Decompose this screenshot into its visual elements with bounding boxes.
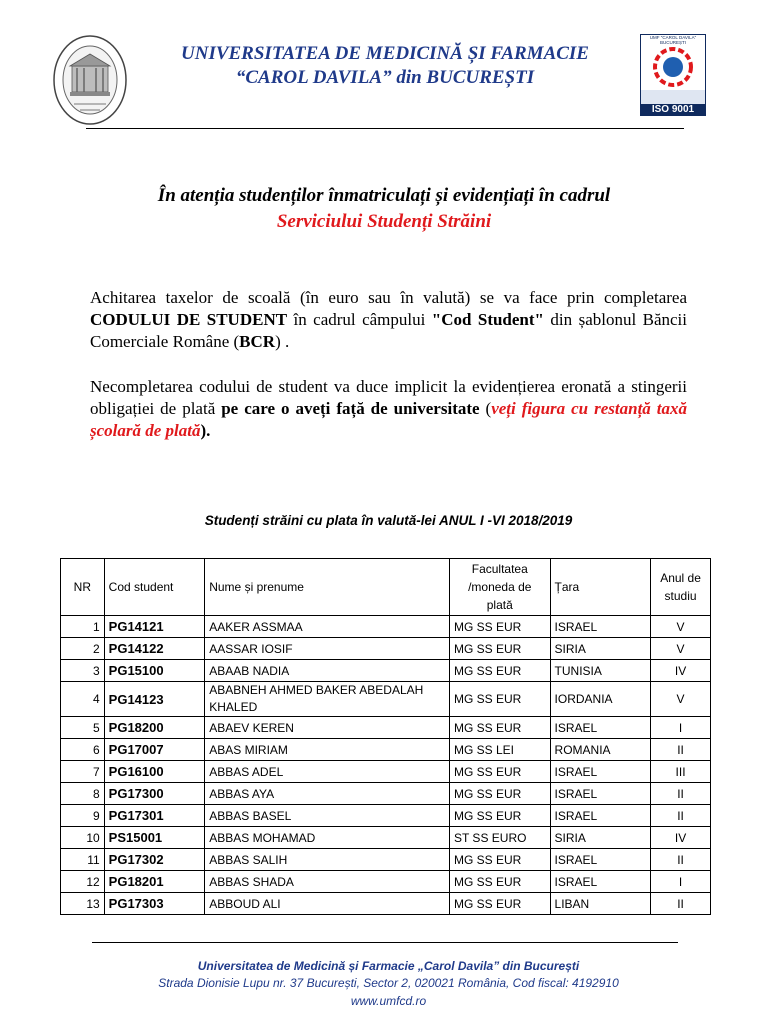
cell-anul: IV [651,827,711,849]
cell-cod: PG14122 [104,638,205,660]
header-divider [86,128,684,129]
para1-bold1: CODULUI DE STUDENT [90,310,288,329]
cell-nr: 5 [61,717,105,739]
table-header-row [61,559,711,616]
footer-website-link[interactable]: www.umfcd.ro [350,994,427,1008]
cell-cod: PG17301 [104,805,205,827]
cell-tara: TUNISIA [550,660,651,682]
table-row [61,761,711,783]
para1-text3: din șablonul Băncii Comerciale Române ( [90,310,688,351]
table-row [61,739,711,761]
cell-cod: PG14121 [104,616,205,638]
cell-anul: III [651,761,711,783]
cell-cod: PG17302 [104,849,205,871]
cell-tara: ISRAEL [550,805,651,827]
header-nr: NR [61,559,105,616]
cell-facultatea: MG SS EUR [449,638,550,660]
cell-nr: 13 [61,893,105,915]
table-row [61,717,711,739]
cell-cod: PG18201 [104,871,205,893]
cell-nume: AASSAR IOSIF [205,638,450,660]
footer-divider [92,942,678,943]
table-row [61,660,711,682]
para1-text1: Achitarea taxelor de scoală (în euro sau în valută) se va face prin completarea [90,288,687,307]
cell-nume: ABAAB NADIA [205,660,450,682]
cell-tara: SIRIA [550,638,651,660]
para1-text2: în cadrul câmpului [287,310,432,329]
cell-cod: PG17303 [104,893,205,915]
table-row [61,805,711,827]
cell-nr: 3 [61,660,105,682]
cell-nr: 1 [61,616,105,638]
cell-tara: ISRAEL [550,717,651,739]
cell-anul: I [651,871,711,893]
para1-bold2: "Cod Student" [431,310,544,329]
header-nume: Nume și prenume [205,559,450,616]
cell-nume: AAKER ASSMAA [205,616,450,638]
table-title: Studenți străini cu plata în valută-lei ANUL I -VI 2018/2019 [204,513,573,528]
footer-university-name: Universitatea de Medicină și Farmacie „Carol Davila” din București [197,959,580,973]
cell-tara: ISRAEL [550,761,651,783]
para2-text3: ). [200,421,211,440]
cell-facultatea: MG SS EUR [449,616,550,638]
university-title [150,42,620,90]
table-row [61,893,711,915]
university-title-line2: “CAROL DAVILA” din BUCUREȘTI [235,67,535,88]
cell-anul: V [651,616,711,638]
cell-anul: II [651,805,711,827]
para2-text2: ( [479,399,492,418]
cell-nume: ABBAS MOHAMAD [205,827,450,849]
cell-anul: I [651,717,711,739]
cell-anul: V [651,638,711,660]
cell-nr: 4 [61,682,105,717]
notice-line2: Serviciului Studenți Străini [276,211,492,232]
university-title-line1: UNIVERSITATEA DE MEDICINĂ ȘI FARMACIE [181,43,589,64]
cell-nume: ABBAS SHADA [205,871,450,893]
cell-nr: 6 [61,739,105,761]
cell-cod: PG16100 [104,761,205,783]
cell-nr: 2 [61,638,105,660]
table-row [61,638,711,660]
warning-paragraph [90,376,687,442]
footer-address: Strada Dionisie Lupu nr. 37 București, Sector 2, 020021 România, Cod fiscal: 4192910 [158,976,619,990]
cell-cod: PS15001 [104,827,205,849]
students-table [60,558,711,915]
cell-nume: ABBOUD ALI [205,893,450,915]
para2-bold1: pe care o aveți față de universitate [221,399,480,418]
cell-facultatea: MG SS EUR [449,783,550,805]
cell-tara: LIBAN [550,893,651,915]
table-row [61,871,711,893]
cell-tara: ISRAEL [550,849,651,871]
university-seal-logo [52,34,128,126]
cell-facultatea: ST SS EURO [449,827,550,849]
cell-facultatea: MG SS LEI [449,739,550,761]
cell-nr: 9 [61,805,105,827]
notice-line1: În atenția studenților înmatriculați și evidențiați în cadrul [157,185,611,206]
cell-nr: 7 [61,761,105,783]
header-tara: Țara [550,559,651,616]
table-row [61,616,711,638]
cell-facultatea: MG SS EUR [449,893,550,915]
notice-heading [100,183,668,235]
cell-facultatea: MG SS EUR [449,761,550,783]
cell-anul: V [651,682,711,717]
cell-tara: ISRAEL [550,783,651,805]
cell-cod: PG17300 [104,783,205,805]
cell-facultatea: MG SS EUR [449,660,550,682]
header-anul: Anul de studiu [651,559,711,616]
para1-bold3: BCR [239,332,276,351]
cell-anul: II [651,739,711,761]
cell-anul: II [651,783,711,805]
cell-facultatea: MG SS EUR [449,871,550,893]
cell-tara: ISRAEL [550,616,651,638]
cell-tara: SIRIA [550,827,651,849]
cell-nume: ABAEV KEREN [205,717,450,739]
iso-top-text: UMF "CAROL DAVILA" BUCUREȘTI [649,35,697,45]
cell-nume: ABBAS SALIH [205,849,450,871]
cell-nume: ABAS MIRIAM [205,739,450,761]
cell-anul: II [651,893,711,915]
cell-anul: II [651,849,711,871]
header-facultatea: Facultatea /moneda de plată [449,559,550,616]
cell-nr: 8 [61,783,105,805]
iso-certification-logo [640,34,706,116]
cell-nume: ABABNEH AHMED BAKER ABEDALAH KHALED [205,682,450,717]
cell-tara: IORDANIA [550,682,651,717]
payment-instructions-paragraph [90,287,687,353]
cell-nume: ABBAS BASEL [205,805,450,827]
cell-anul: IV [651,660,711,682]
cell-cod: PG14123 [104,682,205,717]
cell-facultatea: MG SS EUR [449,717,550,739]
cell-facultatea: MG SS EUR [449,805,550,827]
table-row [61,783,711,805]
header-cod-student: Cod student [104,559,205,616]
cell-cod: PG17007 [104,739,205,761]
para2-text1: Necompletarea codului de student va duce implicit la evidențierea eronată a stingerii obligației de plată [90,377,687,418]
cell-tara: ISRAEL [550,871,651,893]
cell-tara: ROMANIA [550,739,651,761]
table-row [61,827,711,849]
para2-red-warning: veți figura cu restanță taxă școlară de plată [90,399,687,440]
cell-nr: 11 [61,849,105,871]
cell-nume: ABBAS AYA [205,783,450,805]
cell-nr: 12 [61,871,105,893]
cell-facultatea: MG SS EUR [449,849,550,871]
iso-label: ISO 9001 [651,104,695,115]
table-row [61,682,711,717]
para1-text4: ) . [275,332,290,351]
cell-cod: PG15100 [104,660,205,682]
cell-cod: PG18200 [104,717,205,739]
cell-nr: 10 [61,827,105,849]
table-row [61,849,711,871]
cell-facultatea: MG SS EUR [449,682,550,717]
cell-nume: ABBAS ADEL [205,761,450,783]
